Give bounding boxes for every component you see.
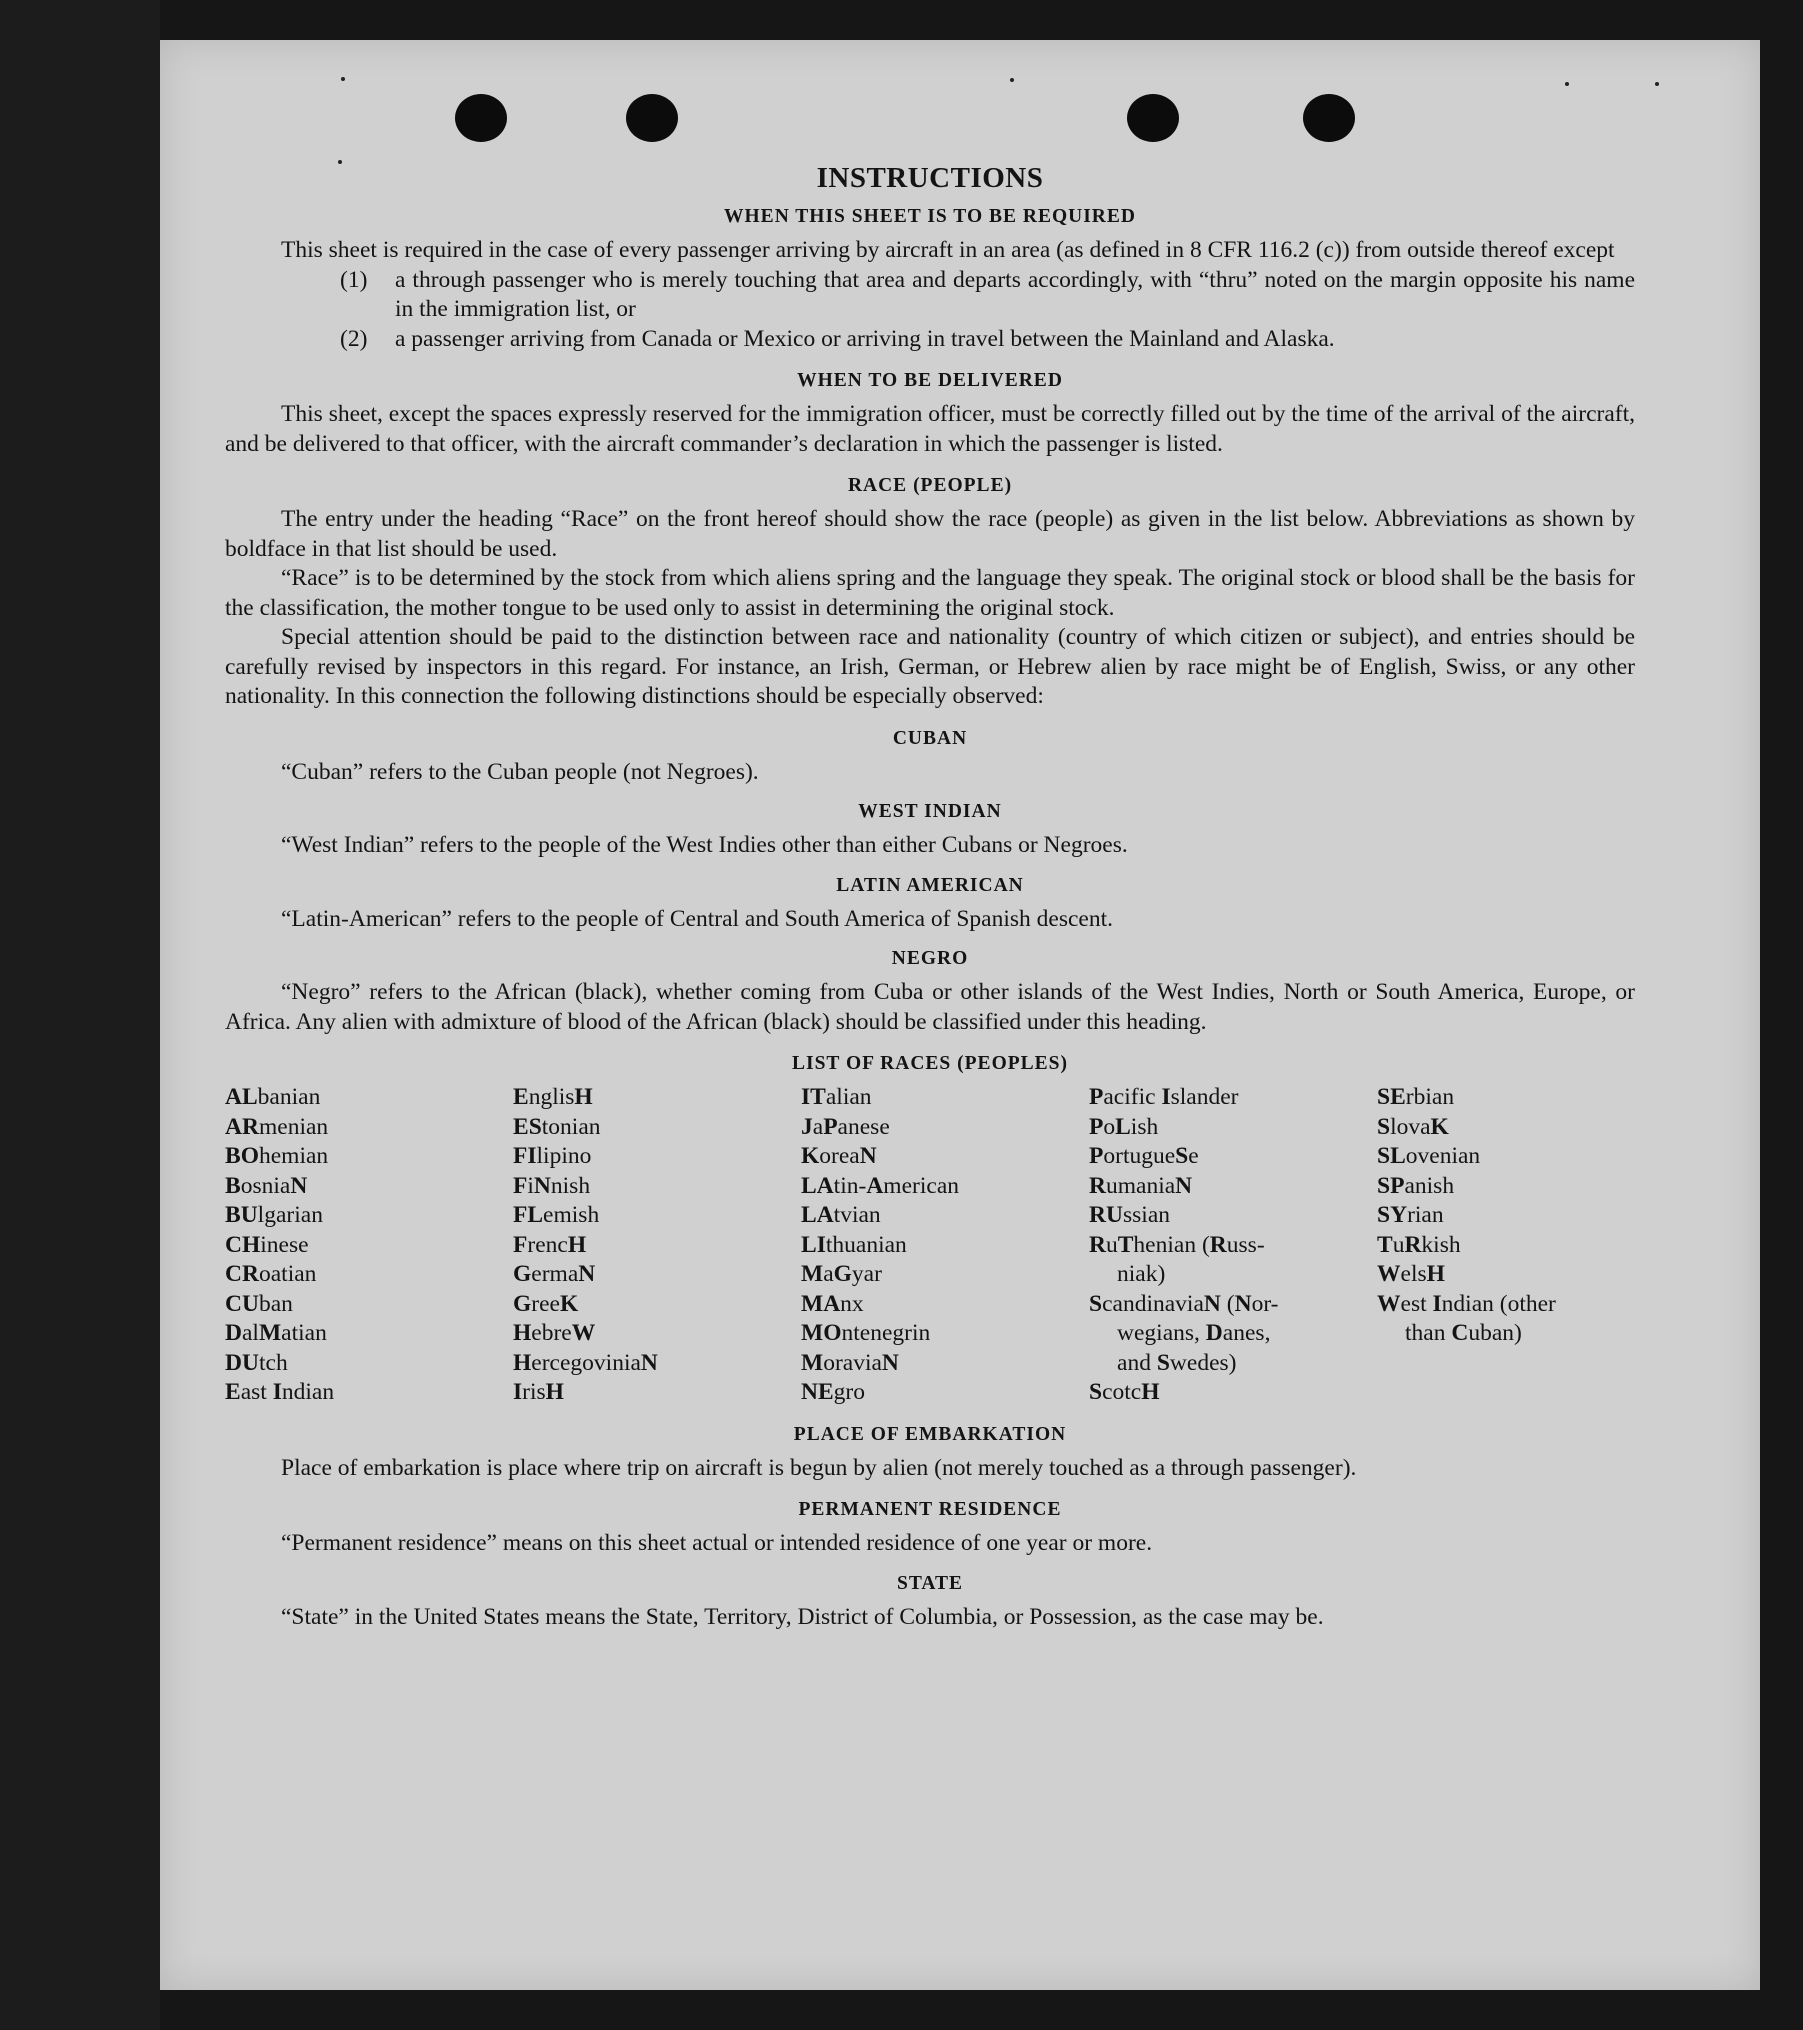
race-entry: MOntenegrin xyxy=(801,1320,931,1346)
race-entry: RumaniaN xyxy=(1089,1172,1193,1199)
latin-american-text: “Latin-American” refers to the people of Central and South America of Spanish descent. xyxy=(281,905,1114,932)
race-entry: ALbanian xyxy=(225,1084,321,1110)
section-heading-cuban: CUBAN xyxy=(892,727,968,749)
section-heading-latin-american: LATIN AMERICAN xyxy=(836,874,1024,896)
race-entry: FLemish xyxy=(513,1202,600,1228)
punch-hole xyxy=(455,94,507,142)
race-entry: niak) xyxy=(1117,1261,1166,1287)
west-indian-text: “West Indian” refers to the people of the West Indies other than either Cubans or Negroes. xyxy=(281,832,1128,858)
list-item xyxy=(340,266,1635,325)
races-column xyxy=(1089,1083,1377,1408)
race-entry: RuThenian (Russ- xyxy=(1089,1231,1265,1258)
required-intro: This sheet is required in the case of every passenger arriving by aircraft in an area (as defined in 8 CFR 116.2 (c)) from outside thereof except xyxy=(281,237,1615,263)
races-column xyxy=(513,1083,801,1408)
race-entry: FiNnish xyxy=(513,1172,591,1199)
delivered-text: This sheet, except the spaces expressly reserved for the immigration officer, must be correctly filled out by the time of the arrival of the aircraft, and be delivered to that officer, with the aircraft commander’s declaration in which the passenger is listed. xyxy=(225,401,1635,457)
race-entry: ITalian xyxy=(801,1084,872,1110)
race-entry: SYrian xyxy=(1377,1202,1444,1228)
race-entry: MoraviaN xyxy=(801,1349,899,1376)
race-entry: TuRkish xyxy=(1377,1231,1461,1258)
residence-text: “Permanent residence” means on this sheet actual or intended residence of one year or more. xyxy=(281,1530,1153,1556)
race-entry: EnglisH xyxy=(513,1084,593,1110)
races-column xyxy=(225,1083,513,1408)
section-heading-delivered: WHEN TO BE DELIVERED xyxy=(797,370,1063,391)
item-number: (1) xyxy=(340,266,368,293)
section-heading-race: RACE (PEOPLE) xyxy=(847,475,1013,496)
item-text: a through passenger who is merely touching that area and departs accordingly, with “thru” noted on the margin opposite his name in the immigration list, or xyxy=(395,266,1635,322)
dust-speck xyxy=(341,77,345,81)
race-entry: HebreW xyxy=(513,1320,596,1346)
race-entry: CHinese xyxy=(225,1231,309,1258)
section-heading-embarkation: PLACE OF EMBARKATION xyxy=(793,1423,1067,1445)
scan-border xyxy=(0,0,160,2030)
race-entry: GermaN xyxy=(513,1261,596,1287)
race-entry: BOhemian xyxy=(225,1143,329,1169)
section-heading-west-indian: WEST INDIAN xyxy=(858,801,1002,822)
punch-hole xyxy=(1127,94,1179,142)
race-entry: SlovaK xyxy=(1377,1113,1449,1140)
state-text: “State” in the United States means the State, Territory, District of Columbia, or Possession, as the case may be. xyxy=(281,1603,1324,1630)
race-entry: wegians, Danes, xyxy=(1117,1320,1271,1346)
race-paragraph: Special attention should be paid to the distinction between race and nationality (country of which citizen or subject), and entries should be carefully revised by inspectors in this regard. For instance, an Irish, German, or Hebrew alien by race might be of English, Swiss, or any other nationality. In this connection the following distinctions should be especially observed: xyxy=(225,624,1635,709)
races-column xyxy=(1377,1083,1625,1408)
dust-speck xyxy=(1565,82,1569,86)
embarkation-text: Place of embarkation is place where trip on aircraft is begun by alien (not merely touched as a through passenger). xyxy=(281,1454,1357,1481)
race-entry: than Cuban) xyxy=(1405,1320,1522,1346)
race-entry: ARmenian xyxy=(225,1113,329,1140)
race-entry: NEgro xyxy=(801,1379,865,1405)
race-entry: BosniaN xyxy=(225,1172,308,1199)
section-heading-state: STATE xyxy=(896,1572,964,1594)
race-entry: SLovenian xyxy=(1377,1143,1481,1169)
page-title: INSTRUCTIONS xyxy=(816,162,1044,194)
section-heading-negro: NEGRO xyxy=(891,948,969,969)
race-entry: PortugueSe xyxy=(1089,1143,1199,1169)
punch-hole xyxy=(626,94,678,142)
race-entry: LIthuanian xyxy=(801,1231,907,1258)
race-entry: MaGyar xyxy=(801,1261,882,1287)
race-entry: IrisH xyxy=(513,1379,564,1405)
section-heading-races-list: LIST OF RACES (PEOPLES) xyxy=(791,1053,1068,1074)
dust-speck xyxy=(1655,82,1659,86)
race-entry: DUtch xyxy=(225,1349,288,1376)
punch-hole xyxy=(1303,94,1355,142)
list-item xyxy=(340,325,1635,355)
race-entry: BUlgarian xyxy=(225,1202,323,1228)
race-paragraph: “Race” is to be determined by the stock from which aliens spring and the language they speak. The original stock or blood shall be the basis for the classification, the mother tongue to be used only to assist in determining the original stock. xyxy=(225,565,1635,621)
race-entry: PoLish xyxy=(1089,1113,1159,1140)
race-entry: Pacific Islander xyxy=(1089,1084,1239,1110)
item-number: (2) xyxy=(340,325,368,352)
race-entry: East Indian xyxy=(225,1379,335,1405)
race-entry: West Indian (other xyxy=(1377,1290,1556,1317)
race-entry: CRoatian xyxy=(225,1261,317,1287)
race-entry: HercegoviniaN xyxy=(513,1349,658,1376)
races-column xyxy=(801,1083,1089,1408)
race-entry: SPanish xyxy=(1377,1172,1455,1199)
race-entry: ScandinaviaN (Nor- xyxy=(1089,1290,1279,1317)
race-entry: ScotcH xyxy=(1089,1379,1160,1405)
race-entry: KoreaN xyxy=(801,1143,877,1169)
race-entry: LAtvian xyxy=(801,1202,881,1228)
race-entry: EStonian xyxy=(513,1113,601,1140)
section-heading-required: WHEN THIS SHEET IS TO BE REQUIRED xyxy=(724,206,1136,227)
race-entry: GreeK xyxy=(513,1290,579,1317)
races-list xyxy=(225,1083,1635,1408)
dust-speck xyxy=(1010,78,1014,82)
race-entry: FIlipino xyxy=(513,1143,592,1169)
race-entry: and Swedes) xyxy=(1117,1349,1237,1376)
race-entry: MAnx xyxy=(801,1290,864,1317)
race-entry: RUssian xyxy=(1089,1202,1170,1228)
section-heading-residence: PERMANENT RESIDENCE xyxy=(798,1499,1062,1520)
instructions-content xyxy=(225,160,1635,1632)
race-entry: CUban xyxy=(225,1290,293,1317)
race-entry: FrencH xyxy=(513,1231,587,1258)
item-text: a passenger arriving from Canada or Mexico or arriving in travel between the Mainland and Alaska. xyxy=(395,325,1335,352)
negro-text: “Negro” refers to the African (black), whether coming from Cuba or other islands of the West Indies, North or South America, Europe, or Africa. Any alien with admixture of blood of the African (black) should be classified under this heading. xyxy=(225,979,1635,1035)
race-entry: SErbian xyxy=(1377,1084,1455,1110)
race-entry: LAtin-American xyxy=(801,1172,959,1199)
cuban-text: “Cuban” refers to the Cuban people (not Negroes). xyxy=(281,758,759,785)
race-entry: WelsH xyxy=(1377,1261,1445,1287)
race-paragraph: The entry under the heading “Race” on the front hereof should show the race (people) as given in the list below. Abbreviations as shown by boldface in that list should be used. xyxy=(225,506,1635,562)
race-entry: DalMatian xyxy=(225,1320,327,1346)
race-entry: JaPanese xyxy=(801,1113,890,1140)
